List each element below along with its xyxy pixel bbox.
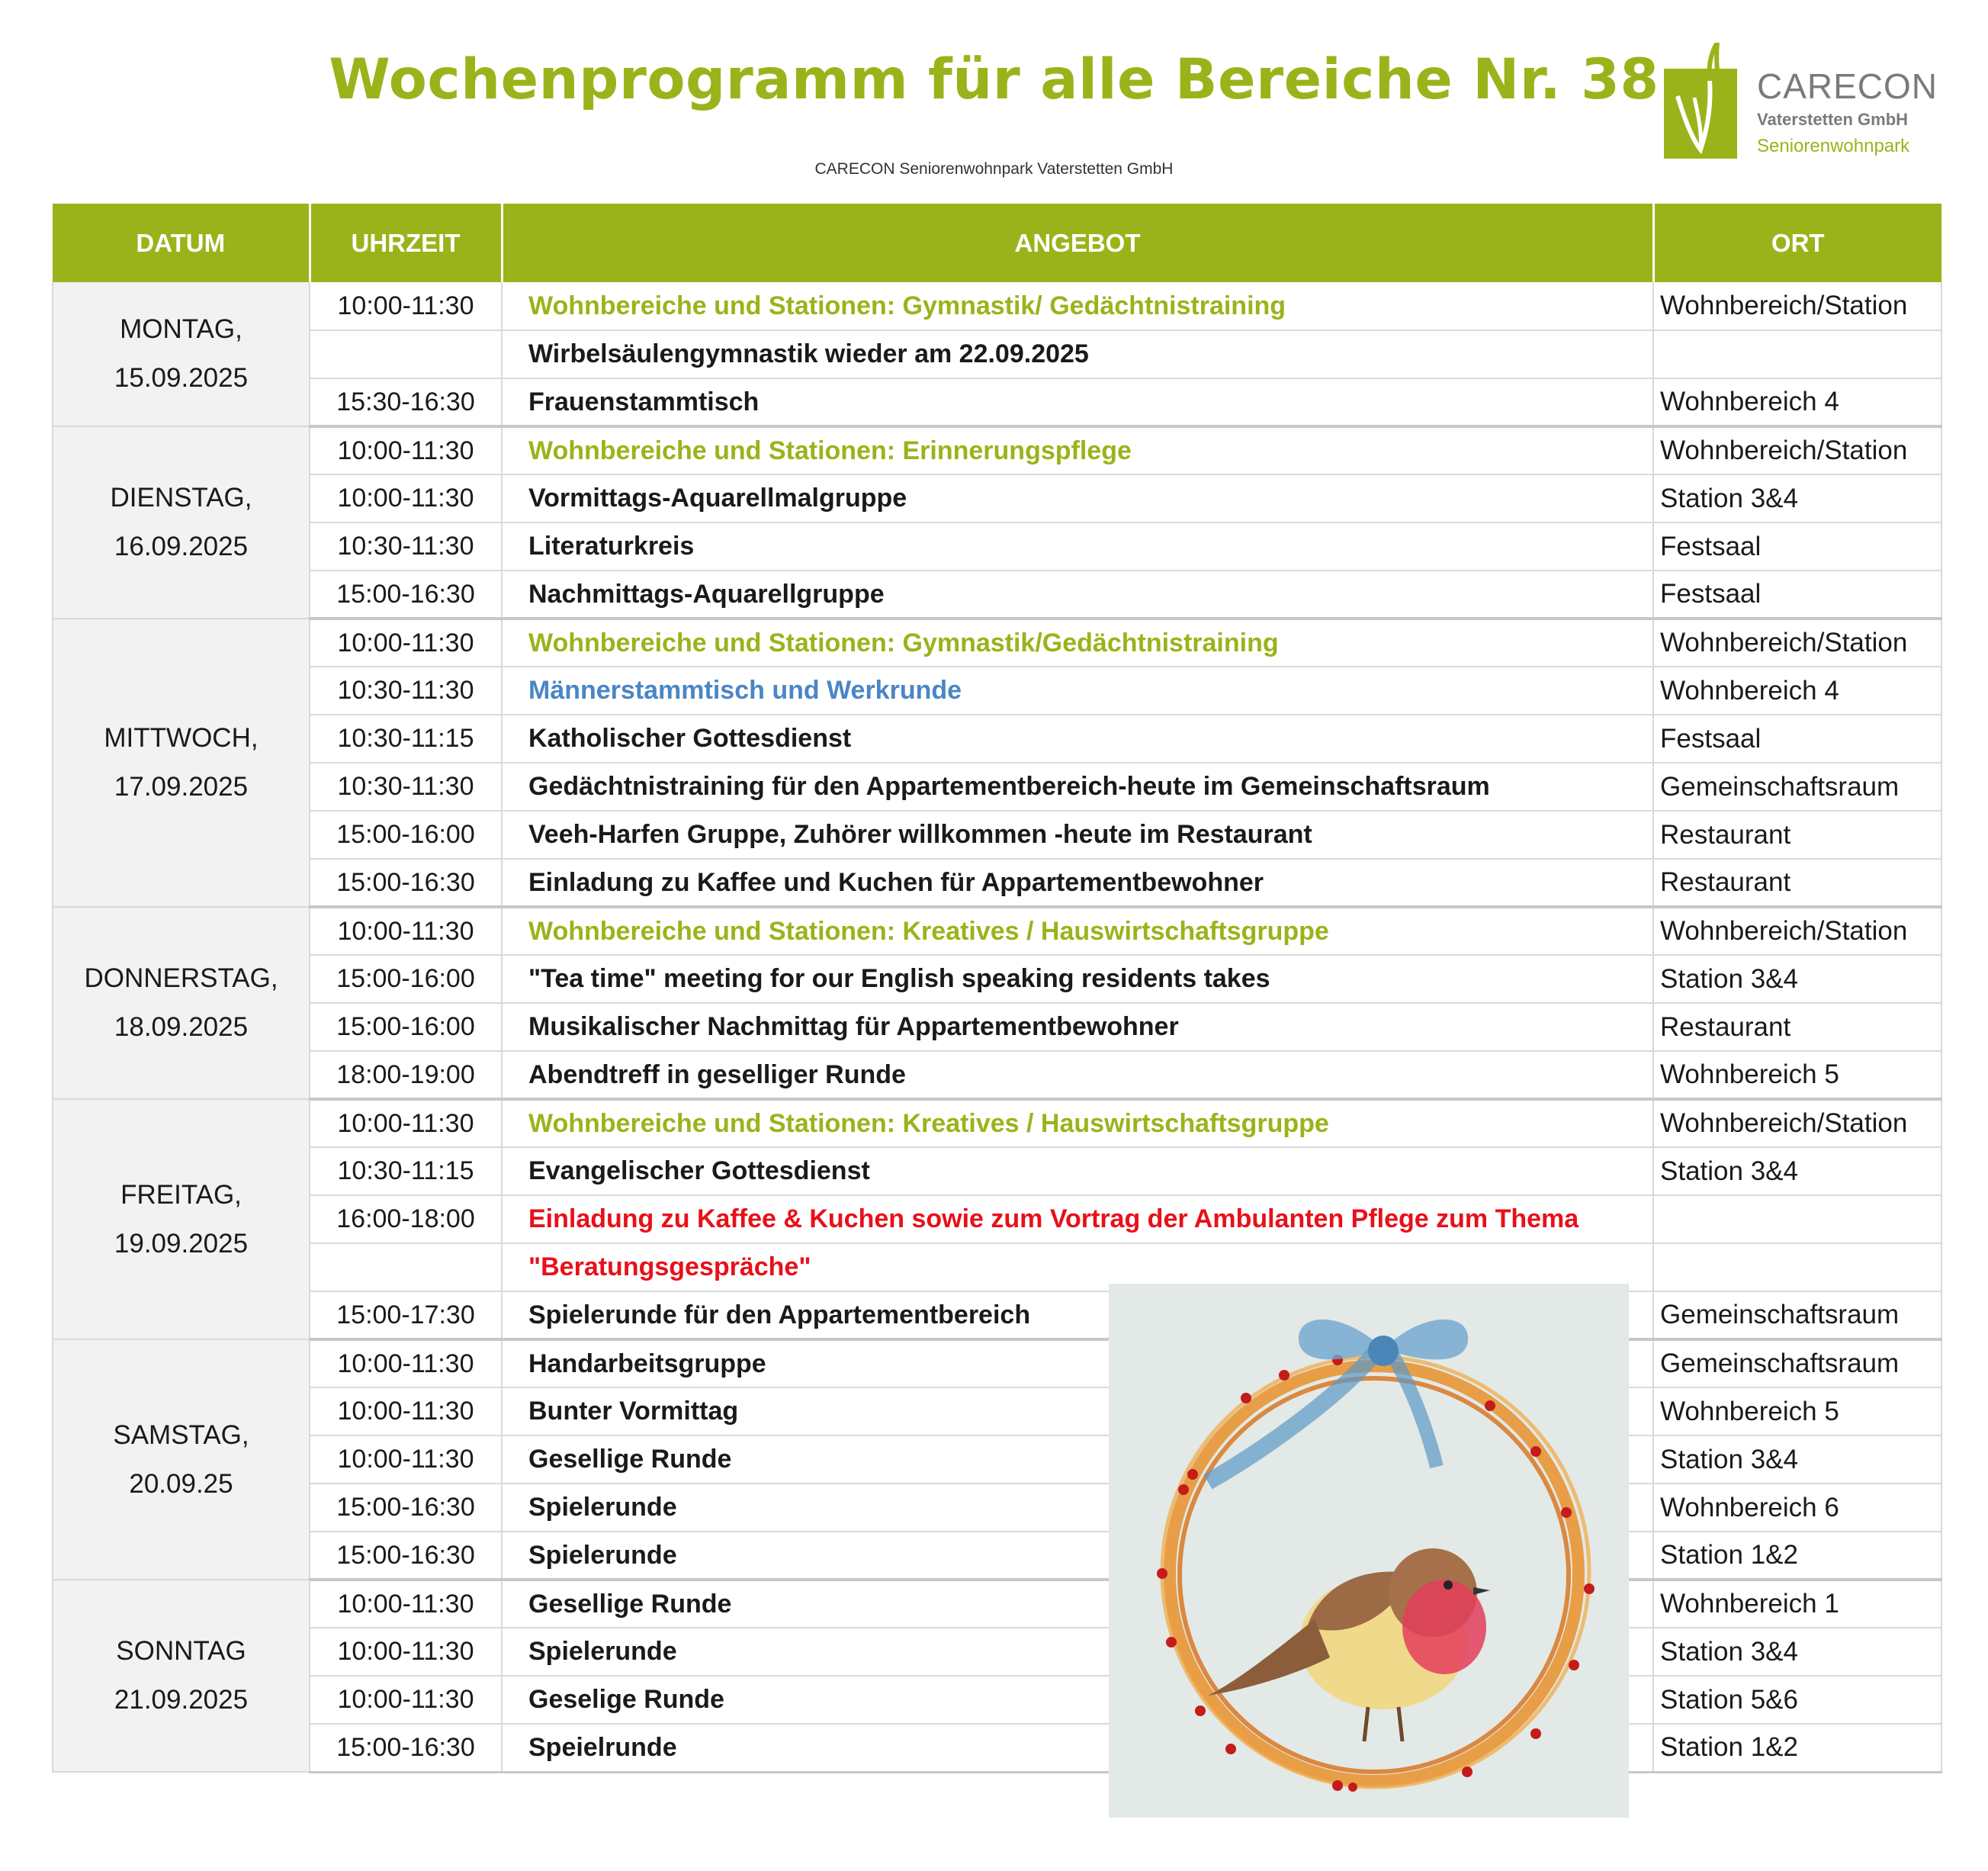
day-name: DONNERSTAG, — [84, 963, 278, 993]
table-row — [53, 907, 1941, 955]
offer-cell: Wohnbereiche und Stationen: Kreatives / Hauswirtschaftsgruppe — [502, 907, 1653, 955]
time-cell: 10:00-11:30 — [310, 1628, 502, 1676]
offer-cell: Bunter Vormittag — [502, 1387, 1653, 1435]
day-name: FREITAG, — [120, 1179, 242, 1210]
time-cell: 15:00-16:00 — [310, 811, 502, 859]
table-row — [53, 522, 1941, 571]
header-offer: ANGEBOT — [502, 204, 1653, 282]
place-cell: Restaurant — [1653, 811, 1941, 859]
offer-cell: Veeh-Harfen Gruppe, Zuhörer willkommen -heute im Restaurant — [502, 811, 1653, 859]
offer-cell: Spielerunde — [502, 1484, 1653, 1532]
place-cell — [1653, 1243, 1941, 1291]
offer-cell: Spielerunde — [502, 1532, 1653, 1580]
day-date: 17.09.2025 — [114, 772, 249, 802]
time-cell: 10:00-11:30 — [310, 282, 502, 330]
table-row — [53, 1051, 1941, 1099]
time-cell: 10:00-11:30 — [310, 1676, 502, 1724]
offer-cell: Musikalischer Nachmittag für Appartementbewohner — [502, 1003, 1653, 1051]
header-place: ORT — [1653, 204, 1941, 282]
place-cell: Wohnbereich/Station — [1653, 426, 1941, 474]
table-row — [53, 1676, 1941, 1724]
table-row — [53, 1339, 1941, 1387]
offer-cell: Handarbeitsgruppe — [502, 1339, 1653, 1387]
offer-cell: Wohnbereiche und Stationen: Gymnastik/Gedächtnistraining — [502, 619, 1653, 667]
day-cell — [53, 282, 310, 426]
offer-cell: Wohnbereiche und Stationen: Erinnerungspflege — [502, 426, 1653, 474]
offer-cell: Spielerunde — [502, 1628, 1653, 1676]
table-row — [53, 282, 1941, 330]
time-cell: 10:30-11:30 — [310, 522, 502, 571]
carecon-logo-mark-icon — [1664, 43, 1748, 165]
table-row — [53, 1724, 1941, 1772]
time-cell: 10:30-11:15 — [310, 715, 502, 763]
place-cell: Festsaal — [1653, 522, 1941, 571]
table-row — [53, 715, 1941, 763]
table-row — [53, 426, 1941, 474]
place-cell: Station 3&4 — [1653, 474, 1941, 522]
table-row — [53, 667, 1941, 715]
offer-cell: Katholischer Gottesdienst — [502, 715, 1653, 763]
offer-cell: Einladung zu Kaffee & Kuchen sowie zum Vortrag der Ambulanten Pflege zum Thema — [502, 1195, 1653, 1243]
time-cell: 16:00-18:00 — [310, 1195, 502, 1243]
table-row — [53, 619, 1941, 667]
time-cell: 15:00-16:30 — [310, 1532, 502, 1580]
page-subtitle: CARECON Seniorenwohnpark Vaterstetten GmbH — [814, 160, 1174, 178]
place-cell: Gemeinschaftsraum — [1653, 1339, 1941, 1387]
table-row — [53, 330, 1941, 378]
time-cell — [310, 1243, 502, 1291]
day-name: DIENSTAG, — [110, 483, 252, 513]
table-row — [53, 378, 1941, 426]
offer-cell: Vormittags-Aquarellmalgruppe — [502, 474, 1653, 522]
place-cell: Wohnbereich 5 — [1653, 1387, 1941, 1435]
place-cell: Station 3&4 — [1653, 1435, 1941, 1484]
offer-cell: Einladung zu Kaffee und Kuchen für Appartementbewohner — [502, 859, 1653, 907]
place-cell: Festsaal — [1653, 715, 1941, 763]
offer-cell: Gesellige Runde — [502, 1580, 1653, 1628]
place-cell: Station 3&4 — [1653, 1628, 1941, 1676]
schedule-table — [52, 204, 1942, 1773]
table-row — [53, 571, 1941, 619]
time-cell: 15:30-16:30 — [310, 378, 502, 426]
table-row — [53, 1387, 1941, 1435]
place-cell: Wohnbereich/Station — [1653, 1099, 1941, 1147]
day-date: 21.09.2025 — [114, 1685, 249, 1715]
place-cell: Station 1&2 — [1653, 1724, 1941, 1772]
table-row — [53, 1435, 1941, 1484]
header-time: UHRZEIT — [310, 204, 502, 282]
table-row — [53, 811, 1941, 859]
carecon-logo — [1664, 43, 1938, 165]
table-row — [53, 1532, 1941, 1580]
table-row — [53, 1484, 1941, 1532]
logo-name: CARECON — [1757, 66, 1938, 106]
time-cell: 10:30-11:30 — [310, 763, 502, 811]
offer-cell: "Tea time" meeting for our English speaking residents takes — [502, 955, 1653, 1003]
place-cell: Station 3&4 — [1653, 1147, 1941, 1195]
day-date: 20.09.25 — [129, 1468, 233, 1499]
time-cell — [310, 330, 502, 378]
day-date: 16.09.2025 — [114, 532, 249, 561]
offer-cell: Evangelischer Gottesdienst — [502, 1147, 1653, 1195]
table-row — [53, 1628, 1941, 1676]
offer-cell: Abendtreff in geselliger Runde — [502, 1051, 1653, 1099]
place-cell: Wohnbereich 1 — [1653, 1580, 1941, 1628]
table-row — [53, 474, 1941, 522]
day-date: 15.09.2025 — [114, 363, 249, 393]
day-name: MITTWOCH, — [104, 723, 259, 753]
day-name: MONTAG, — [120, 314, 242, 344]
offer-cell: Gesellige Runde — [502, 1435, 1653, 1484]
table-row — [53, 763, 1941, 811]
time-cell: 10:00-11:30 — [310, 1435, 502, 1484]
page-title: Wochenprogramm für alle Bereiche Nr. 38 — [329, 47, 1659, 112]
day-date: 19.09.2025 — [114, 1228, 249, 1259]
day-cell — [53, 619, 310, 907]
time-cell: 18:00-19:00 — [310, 1051, 502, 1099]
place-cell: Wohnbereich 6 — [1653, 1484, 1941, 1532]
place-cell: Wohnbereich 5 — [1653, 1051, 1941, 1099]
schedule-body — [53, 282, 1941, 1772]
offer-cell: Geselige Runde — [502, 1676, 1653, 1724]
time-cell: 10:00-11:30 — [310, 1580, 502, 1628]
day-date: 18.09.2025 — [114, 1012, 249, 1042]
offer-cell: Nachmittags-Aquarellgruppe — [502, 571, 1653, 619]
offer-cell: Männerstammtisch und Werkrunde — [502, 667, 1653, 715]
place-cell: Station 1&2 — [1653, 1532, 1941, 1580]
time-cell: 15:00-16:00 — [310, 1003, 502, 1051]
time-cell: 15:00-16:30 — [310, 571, 502, 619]
time-cell: 15:00-16:30 — [310, 1724, 502, 1772]
table-row — [53, 1003, 1941, 1051]
place-cell: Wohnbereich/Station — [1653, 619, 1941, 667]
time-cell: 15:00-17:30 — [310, 1291, 502, 1339]
table-row — [53, 859, 1941, 907]
table-row — [53, 1291, 1941, 1339]
table-row — [53, 1147, 1941, 1195]
day-cell — [53, 907, 310, 1099]
place-cell: Wohnbereich/Station — [1653, 907, 1941, 955]
place-cell — [1653, 1195, 1941, 1243]
place-cell: Festsaal — [1653, 571, 1941, 619]
day-cell — [53, 1099, 310, 1339]
offer-cell: Wirbelsäulengymnastik wieder am 22.09.2025 — [502, 330, 1653, 378]
table-row — [53, 1195, 1941, 1243]
table-row — [53, 1243, 1941, 1291]
offer-cell: Frauenstammtisch — [502, 378, 1653, 426]
place-cell: Wohnbereich 4 — [1653, 378, 1941, 426]
place-cell: Gemeinschaftsraum — [1653, 1291, 1941, 1339]
offer-cell: "Beratungsgespräche" — [502, 1243, 1653, 1291]
time-cell: 10:00-11:30 — [310, 1387, 502, 1435]
place-cell: Restaurant — [1653, 1003, 1941, 1051]
time-cell: 10:00-11:30 — [310, 474, 502, 522]
place-cell: Wohnbereich/Station — [1653, 282, 1941, 330]
table-row — [53, 1580, 1941, 1628]
time-cell: 10:30-11:30 — [310, 667, 502, 715]
time-cell: 10:00-11:30 — [310, 1099, 502, 1147]
table-header-row — [53, 204, 1941, 282]
time-cell: 15:00-16:30 — [310, 859, 502, 907]
place-cell: Wohnbereich 4 — [1653, 667, 1941, 715]
place-cell: Station 3&4 — [1653, 955, 1941, 1003]
place-cell — [1653, 330, 1941, 378]
logo-line2: Seniorenwohnpark — [1757, 136, 1910, 156]
time-cell: 10:00-11:30 — [310, 1339, 502, 1387]
place-cell: Restaurant — [1653, 859, 1941, 907]
offer-cell: Speielrunde — [502, 1724, 1653, 1772]
table-row — [53, 955, 1941, 1003]
time-cell: 10:00-11:30 — [310, 907, 502, 955]
time-cell: 15:00-16:30 — [310, 1484, 502, 1532]
time-cell: 15:00-16:00 — [310, 955, 502, 1003]
offer-cell: Wohnbereiche und Stationen: Kreatives / Hauswirtschaftsgruppe — [502, 1099, 1653, 1147]
table-row — [53, 1099, 1941, 1147]
logo-line1: Vaterstetten GmbH — [1757, 110, 1909, 129]
robin-wreath-icon — [1109, 1284, 1629, 1818]
day-cell — [53, 1580, 310, 1772]
place-cell: Station 5&6 — [1653, 1676, 1941, 1724]
offer-cell: Wohnbereiche und Stationen: Gymnastik/ Gedächtnistraining — [502, 282, 1653, 330]
place-cell: Gemeinschaftsraum — [1653, 763, 1941, 811]
header-date: DATUM — [53, 204, 310, 282]
day-name: SONNTAG — [116, 1636, 246, 1666]
time-cell: 10:00-11:30 — [310, 619, 502, 667]
time-cell: 10:30-11:15 — [310, 1147, 502, 1195]
offer-cell: Gedächtnistraining für den Appartementbereich-heute im Gemeinschaftsraum — [502, 763, 1653, 811]
offer-cell: Spielerunde für den Appartementbereich — [502, 1291, 1653, 1339]
day-name: SAMSTAG, — [113, 1419, 249, 1450]
day-cell — [53, 1339, 310, 1580]
time-cell: 10:00-11:30 — [310, 426, 502, 474]
offer-cell: Literaturkreis — [502, 522, 1653, 571]
day-cell — [53, 426, 310, 619]
